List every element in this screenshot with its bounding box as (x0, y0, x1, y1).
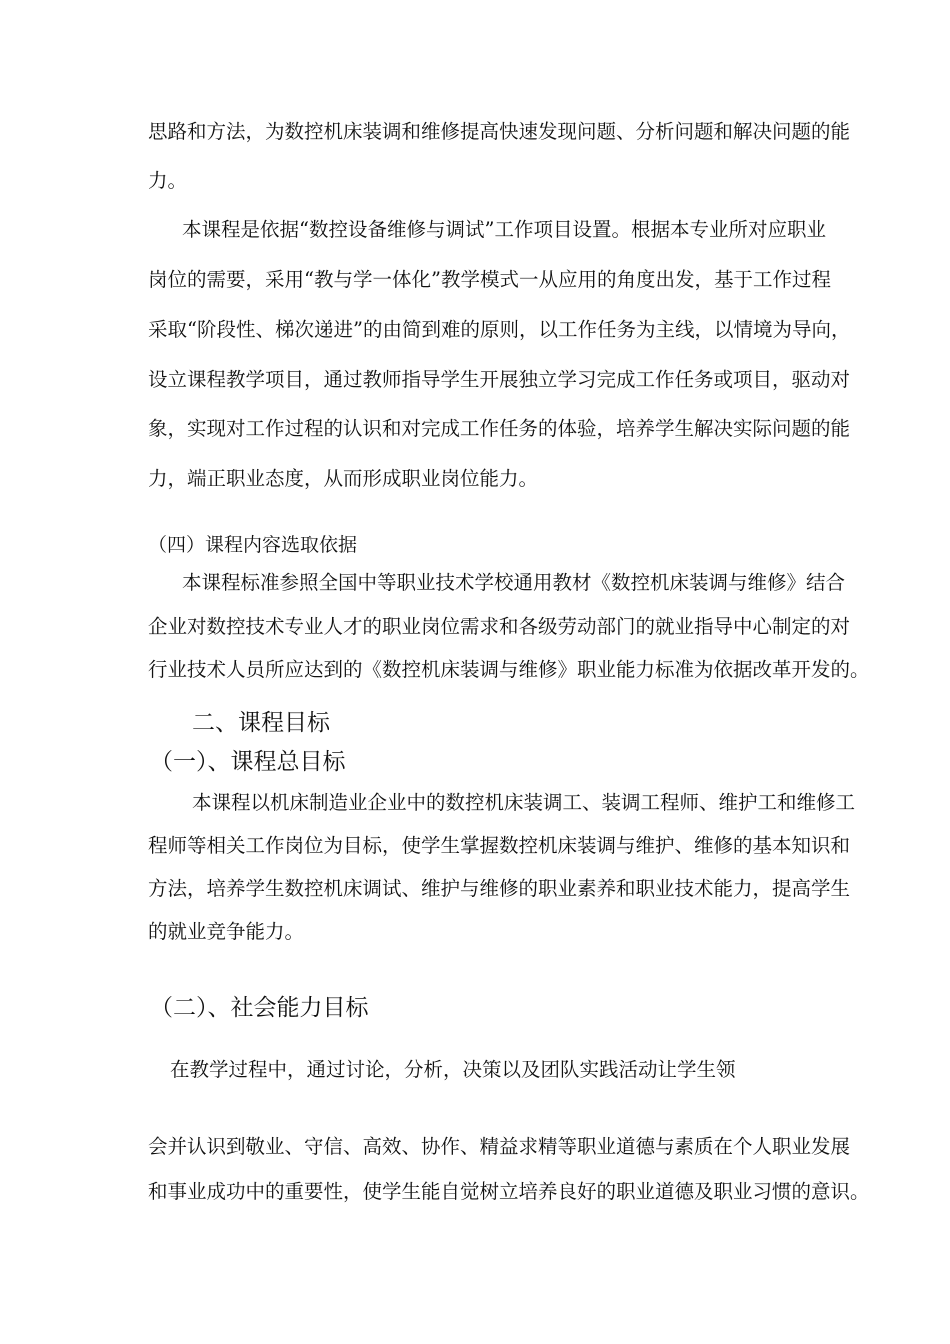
paragraph-line: 在教学过程中，通过讨论，分析，决策以及团队实践活动让学生领 (170, 1058, 736, 1081)
section-heading: （一）、课程总目标 (150, 749, 346, 775)
paragraph-line: 会并认识到敬业、守信、高效、协作、精益求精等职业道德与素质在个人职业发展 (148, 1135, 851, 1158)
chapter-heading: 二、课程目标 (192, 710, 330, 736)
section-heading: （四）课程内容选取依据 (148, 534, 358, 556)
paragraph-line: 本课程是依据“数控设备维修与调试”工作项目设置。根据本专业所对应职业 (182, 218, 826, 241)
paragraph-line: 程师等相关工作岗位为目标，使学生掌握数控机床装调与维护、维修的基本知识和 (148, 834, 851, 857)
section-heading: （二）、社会能力目标 (150, 995, 369, 1021)
paragraph-line: 的就业竞争能力。 (148, 920, 305, 943)
paragraph-line: 力。 (148, 169, 188, 192)
paragraph-line: 象，实现对工作过程的认识和对完成工作任务的体验，培养学生解决实际问题的能 (148, 417, 851, 440)
paragraph-line: 思路和方法，为数控机床装调和维修提高快速发现问题、分析问题和解决问题的能 (148, 120, 851, 143)
paragraph-line: 行业技术人员所应达到的《数控机床装调与维修》职业能力标准为依据改革开发的。 (148, 658, 870, 681)
paragraph-line: 方法，培养学生数控机床调试、维护与维修的职业素养和职业技术能力，提高学生 (148, 877, 851, 900)
paragraph-line: 和事业成功中的重要性，使学生能自觉树立培养良好的职业道德及职业习惯的意识。 (148, 1180, 870, 1203)
paragraph-line: 岗位的需要，采用“教与学一体化”教学模式一从应用的角度出发，基于工作过程 (148, 268, 831, 291)
paragraph-line: 力，端正职业态度，从而形成职业岗位能力。 (148, 467, 539, 490)
paragraph-line: 本课程标准参照全国中等职业技术学校通用教材《数控机床装调与维修》结合 (182, 571, 846, 594)
paragraph-line: 企业对数控技术专业人才的职业岗位需求和各级劳动部门的就业指导中心制定的对 (148, 615, 851, 638)
paragraph-line: 本课程以机床制造业企业中的数控机床装调工、装调工程师、维护工和维修工 (192, 791, 856, 814)
paragraph-line: 设立课程教学项目，通过教师指导学生开展独立学习完成工作任务或项目，驱动对 (148, 368, 851, 391)
paragraph-line: 采取“阶段性、梯次递进”的由简到难的原则，以工作任务为主线，以情境为导向， (148, 318, 851, 341)
